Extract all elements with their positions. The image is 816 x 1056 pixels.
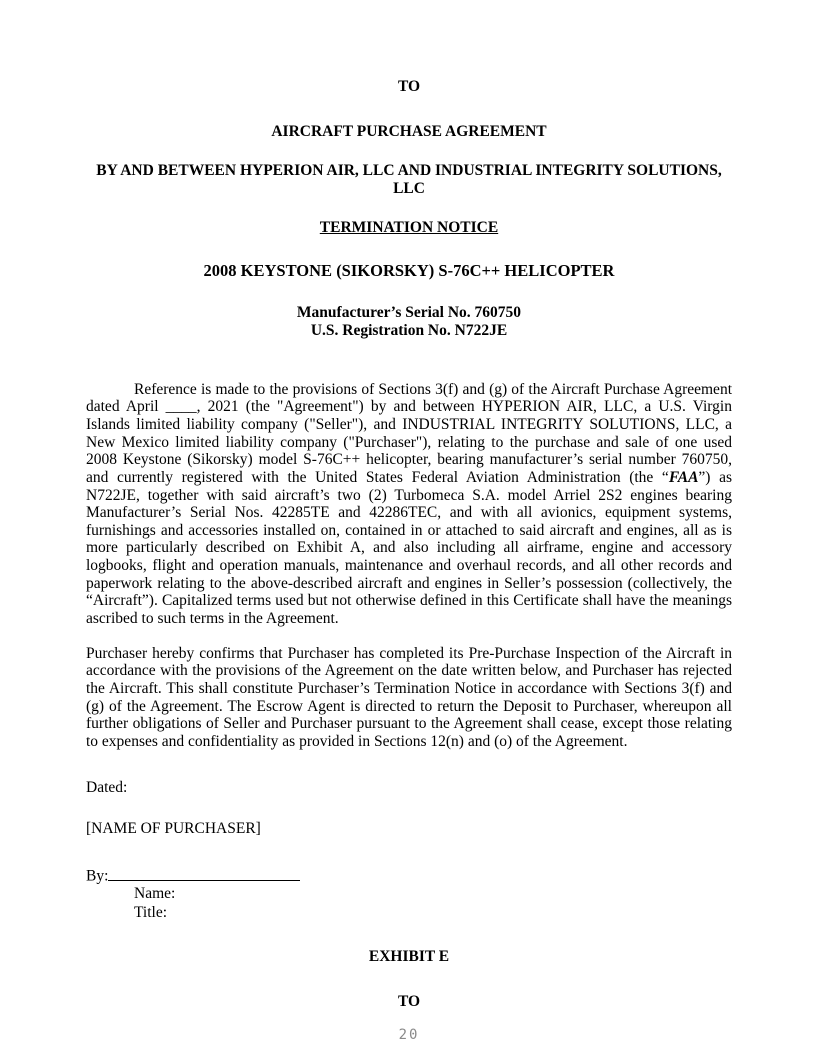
signature-line bbox=[108, 864, 300, 881]
name-label: Name: bbox=[134, 885, 176, 903]
paragraph-1-text-b: ”) as N722JE, together with said aircraft’s two (2) Turbomeca S.A. model Arriel 2S2 engines bearing Manufacturer’s Serial Nos. 42285TE and 42286TEC, and with all avionics, equipment systems, furnishings and accessories installed on, contained in or attached to said aircraft and engines, all as is more particularly described on Exhibit A, and also including all airframe, engine and accessory logbooks, flight and operation manuals, maintenance and overhaul records, and all other records and paperwork relating to the above-described aircraft and engines in Seller’s possession (collectively, the “Aircraft”). Capitalized terms used but not otherwise defined in this Certificate shall have the meanings ascribed to such terms in the Agreement. bbox=[86, 468, 733, 628]
by-line bbox=[86, 864, 732, 885]
exhibit-heading: EXHIBIT E bbox=[368, 948, 450, 966]
dated-label: Dated: bbox=[86, 778, 128, 796]
registration-number-line: U.S. Registration No. N722JE bbox=[310, 322, 508, 340]
aircraft-heading: 2008 KEYSTONE (SIKORSKY) S-76C++ HELICOPTER bbox=[203, 261, 615, 280]
by-label: By: bbox=[86, 867, 109, 885]
body-paragraph-2: Purchaser hereby confirms that Purchaser has completed its Pre-Purchase Inspection of the Aircraft in accordance with the provisions of the Agreement on the date written below, and Purchaser has rejected the Aircraft. This shall constitute Purchaser’s Termination Notice in accordance with Sections 3(f) and (g) of the Agreement. The Escrow Agent is directed to return the Deposit to Purchaser, whereupon all further obligations of Seller and Purchaser pursuant to the Agreement shall cease, except those relating to expenses and confidentiality as provided in Sections 12(n) and (o) of the Agreement. bbox=[86, 644, 732, 751]
paragraph-1-text-a: Reference is made to the provisions of Sections 3(f) and (g) of the Aircraft Purchase Agreement dated April ____, 2021 (the "Agreement") by and between HYPERION AIR, LLC, a U.S. Virgin Islands limited liability company ("Seller"), and INDUSTRIAL INTEGRITY SOLUTIONS, LLC, a New Mexico limited liability company ("Purchaser"), relating to the purchase and sale of one used 2008 Keystone (Sikorsky) model S-76C++ helicopter, bearing manufacturer’s serial number 760750, and currently registered with the United States Federal Aviation Administration (the “ bbox=[86, 380, 732, 486]
purchaser-name-placeholder: [NAME OF PURCHASER] bbox=[86, 820, 261, 838]
serial-block bbox=[86, 304, 732, 341]
title-label: Title: bbox=[134, 903, 168, 921]
faa-term: FAA bbox=[668, 468, 699, 486]
document-title: AIRCRAFT PURCHASE AGREEMENT bbox=[271, 123, 547, 140]
termination-notice-heading: TERMINATION NOTICE bbox=[319, 219, 499, 236]
parties-line: BY AND BETWEEN HYPERION AIR, LLC AND INDUSTRIAL INTEGRITY SOLUTIONS, LLC bbox=[96, 162, 722, 197]
footer-to: TO bbox=[397, 993, 421, 1011]
header-to: TO bbox=[397, 78, 421, 95]
body-paragraph-1 bbox=[86, 381, 732, 628]
page-number: 20 bbox=[398, 1027, 420, 1044]
serial-number-line: Manufacturer’s Serial No. 760750 bbox=[296, 304, 522, 321]
